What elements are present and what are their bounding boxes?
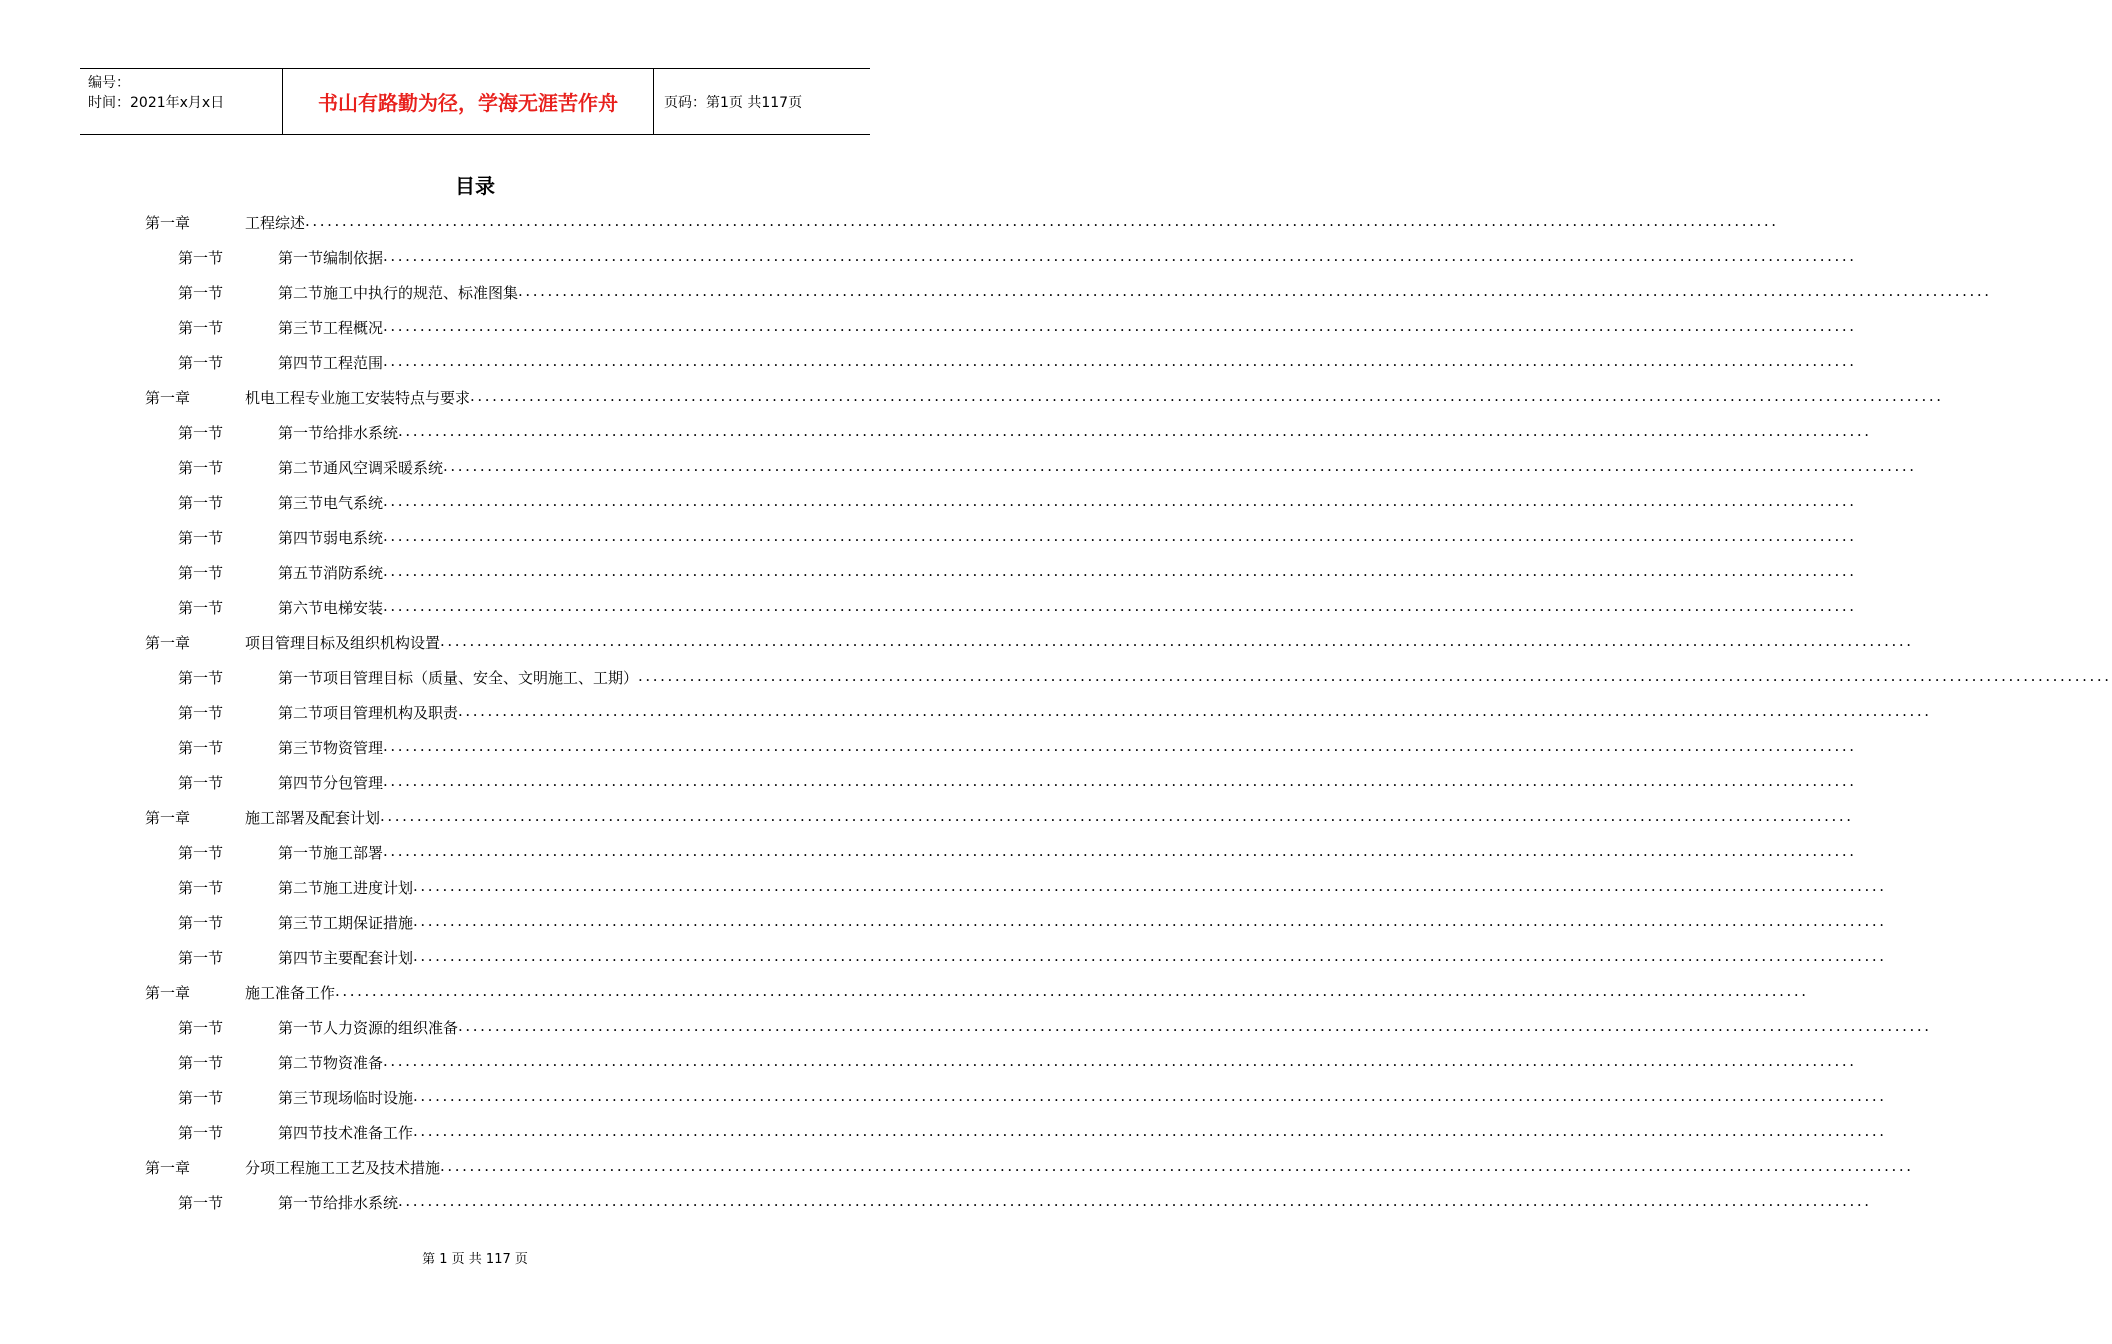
- toc-leader-dots: ........................................................................................................................................................................................................: [398, 422, 1872, 440]
- toc-entry-title: 第一节给排水系统: [278, 1194, 399, 1212]
- toc-entry-title-line: [278, 877, 1887, 898]
- toc-entry-label: 第一节: [178, 949, 224, 967]
- toc-entry-title-line: [278, 947, 1887, 968]
- toc-leader-dots: ........................................................................................................................................................................................................: [458, 1017, 1932, 1035]
- toc-entry-section[interactable]: [0, 589, 1857, 624]
- toc-entry-label: 第一节: [178, 459, 224, 477]
- toc-leader-dots: ........................................................................................................................................................................................................: [383, 597, 1857, 615]
- toc-entry-title-line: [278, 562, 1857, 583]
- toc-entry-section[interactable]: [0, 274, 1992, 309]
- toc-entry-section[interactable]: [0, 309, 1857, 344]
- toc-entry-title: 第六节电梯安装: [278, 599, 384, 617]
- toc-entry-title-line: [278, 457, 1917, 478]
- toc-entry-section[interactable]: [0, 344, 1857, 379]
- toc-leader-dots: ........................................................................................................................................................................................................: [398, 1192, 1872, 1210]
- toc-entry-label: 第一节: [178, 249, 224, 267]
- toc-entry-label: 第一节: [178, 669, 224, 687]
- toc-entry-title-line: [278, 667, 2112, 688]
- toc-entry-section[interactable]: [0, 939, 1887, 974]
- toc-leader-dots: ........................................................................................................................................................................................................: [413, 912, 1887, 930]
- toc-entry-section[interactable]: [0, 1114, 1887, 1149]
- toc-entry-title-line: [278, 1192, 1872, 1213]
- toc-entry-section[interactable]: [0, 1184, 1872, 1219]
- toc-entry-title: 工程综述: [245, 214, 306, 232]
- toc-entry-title-line: [278, 492, 1857, 513]
- toc-leader-dots: ........................................................................................................................................................................................................: [413, 1122, 1887, 1140]
- toc-leader-dots: ........................................................................................................................................................................................................: [380, 807, 1854, 825]
- toc-entry-title-line: [278, 1052, 1857, 1073]
- toc-entry-title-line: [278, 1017, 1932, 1038]
- toc-entry-title-line: [278, 422, 1872, 443]
- toc-entry-title: 分项工程施工工艺及技术措施: [245, 1159, 441, 1177]
- toc-entry-title-line: [245, 807, 1854, 828]
- toc-entry-label: 第一节: [178, 914, 224, 932]
- toc-entry-label: 第一章: [145, 1159, 191, 1177]
- toc-leader-dots: ........................................................................................................................................................................................................: [383, 247, 1857, 265]
- toc-entry-label: 第一节: [178, 774, 224, 792]
- toc-entry-label: 第一节: [178, 319, 224, 337]
- toc-entry-section[interactable]: [0, 729, 1857, 764]
- toc-entry-label: 第一节: [178, 529, 224, 547]
- toc-leader-dots: ........................................................................................................................................................................................................: [383, 1052, 1857, 1070]
- toc-entry-chapter[interactable]: [0, 974, 1809, 1009]
- toc-leader-dots: ........................................................................................................................................................................................................: [383, 772, 1857, 790]
- toc-leader-dots: ........................................................................................................................................................................................................: [458, 702, 1932, 720]
- toc-entry-title: 施工准备工作: [245, 984, 336, 1002]
- toc-entry-section[interactable]: [0, 869, 1887, 904]
- toc-entry-section[interactable]: [0, 764, 1857, 799]
- toc-entry-title: 第二节施工进度计划: [278, 879, 414, 897]
- toc-entry-label: 第一节: [178, 494, 224, 512]
- toc-entry-title-line: [278, 737, 1857, 758]
- toc-leader-dots: ........................................................................................................................................................................................................: [413, 947, 1887, 965]
- toc-entry-label: 第一章: [145, 389, 191, 407]
- toc-entry-title-line: [245, 387, 1944, 408]
- toc-entry-title: 机电工程专业施工安装特点与要求: [245, 389, 471, 407]
- toc-entry-title: 项目管理目标及组织机构设置: [245, 634, 441, 652]
- toc-entry-label: 第一节: [178, 564, 224, 582]
- toc-entry-title: 第四节技术准备工作: [278, 1124, 414, 1142]
- toc-entry-title-line: [278, 772, 1857, 793]
- toc-leader-dots: ........................................................................................................................................................................................................: [383, 562, 1857, 580]
- toc-entry-title-line: [278, 842, 1857, 863]
- toc-entry-label: 第一节: [178, 1019, 224, 1037]
- toc-entry-section[interactable]: [0, 519, 1857, 554]
- toc-entry-title-line: [278, 282, 1992, 303]
- toc-entry-title: 施工部署及配套计划: [245, 809, 381, 827]
- toc-entry-title: 第一节编制依据: [278, 249, 384, 267]
- toc-entry-title: 第二节施工中执行的规范、标准图集: [278, 284, 519, 302]
- toc-entry-title-line: [278, 317, 1857, 338]
- toc-entry-section[interactable]: [0, 484, 1857, 519]
- page-header: [80, 68, 870, 135]
- toc-leader-dots: ........................................................................................................................................................................................................: [383, 492, 1857, 510]
- toc-leader-dots: ........................................................................................................................................................................................................: [335, 982, 1809, 1000]
- toc-leader-dots: ........................................................................................................................................................................................................: [383, 352, 1857, 370]
- document-time: 时间：2021年x月x日: [88, 95, 225, 111]
- toc-leader-dots: ........................................................................................................................................................................................................: [440, 1157, 1914, 1175]
- toc-entry-label: 第一章: [145, 809, 191, 827]
- toc-entry-title: 第二节项目管理机构及职责: [278, 704, 459, 722]
- toc-entry-title: 第三节现场临时设施: [278, 1089, 414, 1107]
- toc-entry-title-line: [245, 982, 1809, 1003]
- toc-entry-label: 第一节: [178, 844, 224, 862]
- toc-entry-title-line: [278, 1087, 1887, 1108]
- toc-entry-section[interactable]: [0, 834, 1857, 869]
- toc-entry-title: 第二节物资准备: [278, 1054, 384, 1072]
- header-meta: [80, 69, 282, 134]
- toc-entry-title-line: [278, 597, 1857, 618]
- toc-leader-dots: ........................................................................................................................................................................................................: [413, 877, 1887, 895]
- toc-entry-label: 第一章: [145, 984, 191, 1002]
- toc-entry-title-line: [245, 1157, 1914, 1178]
- toc-entry-section[interactable]: [0, 1044, 1857, 1079]
- header-page-info: 页码：第1页 共117页: [664, 94, 803, 111]
- toc-entry-label: 第一节: [178, 599, 224, 617]
- toc-leader-dots: ........................................................................................................................................................................................................: [470, 387, 1944, 405]
- page-footer: 第 1 页 共 117 页: [422, 1252, 528, 1267]
- toc-leader-dots: ........................................................................................................................................................................................................: [518, 282, 1992, 300]
- toc-entry-title: 第一节人力资源的组织准备: [278, 1019, 459, 1037]
- toc-entry-section[interactable]: [0, 904, 1887, 939]
- toc-entry-title: 第一节施工部署: [278, 844, 384, 862]
- toc-entry-chapter[interactable]: [0, 204, 1779, 239]
- toc-entry-title-line: [278, 702, 1932, 723]
- toc-entry-title-line: [278, 527, 1857, 548]
- toc-entry-title: 第三节电气系统: [278, 494, 384, 512]
- toc-entry-title: 第四节主要配套计划: [278, 949, 414, 967]
- toc-entry-section[interactable]: [0, 449, 1917, 484]
- toc-entry-title: 第二节通风空调采暖系统: [278, 459, 444, 477]
- toc-entry-label: 第一章: [145, 214, 191, 232]
- toc-entry-section[interactable]: [0, 554, 1857, 589]
- toc-entry-chapter[interactable]: [0, 799, 1854, 834]
- toc-leader-dots: ........................................................................................................................................................................................................: [383, 842, 1857, 860]
- toc-leader-dots: ........................................................................................................................................................................................................: [638, 667, 2112, 685]
- toc-entry-title-line: [278, 912, 1887, 933]
- toc-entry-chapter[interactable]: [0, 1149, 1914, 1184]
- toc-entry-title: 第一节给排水系统: [278, 424, 399, 442]
- toc-entry-label: 第一节: [178, 739, 224, 757]
- toc-leader-dots: ........................................................................................................................................................................................................: [305, 212, 1779, 230]
- toc-entry-label: 第一节: [178, 354, 224, 372]
- toc-title: 目录: [455, 174, 495, 198]
- toc-entry-section[interactable]: [0, 659, 2112, 694]
- toc-entry-title-line: [278, 247, 1857, 268]
- toc-entry-label: 第一节: [178, 1124, 224, 1142]
- toc-entry-title-line: [278, 352, 1857, 373]
- toc-entry-title-line: [245, 212, 1779, 233]
- toc-leader-dots: ........................................................................................................................................................................................................: [443, 457, 1917, 475]
- toc-entry-title: 第四节分包管理: [278, 774, 384, 792]
- toc-entry-label: 第一章: [145, 634, 191, 652]
- toc-entry-section[interactable]: [0, 1009, 1932, 1044]
- toc-entry-chapter[interactable]: [0, 379, 1944, 414]
- toc-entry-label: 第一节: [178, 1054, 224, 1072]
- toc-entry-title-line: [278, 1122, 1887, 1143]
- toc-entry-title: 第四节工程范围: [278, 354, 384, 372]
- toc-entry-label: 第一节: [178, 879, 224, 897]
- toc-leader-dots: ........................................................................................................................................................................................................: [413, 1087, 1887, 1105]
- toc-entry-section[interactable]: [0, 694, 1932, 729]
- toc-leader-dots: ........................................................................................................................................................................................................: [383, 527, 1857, 545]
- toc-entry-title: 第三节工期保证措施: [278, 914, 414, 932]
- toc-entry-section[interactable]: [0, 414, 1872, 449]
- toc-entry-title: 第三节工程概况: [278, 319, 384, 337]
- toc-leader-dots: ........................................................................................................................................................................................................: [383, 737, 1857, 755]
- header-motto: 书山有路勤为径，学海无涯苦作舟: [282, 69, 654, 134]
- toc-entry-label: 第一节: [178, 1089, 224, 1107]
- toc-entry-title: 第四节弱电系统: [278, 529, 384, 547]
- toc-entry-label: 第一节: [178, 424, 224, 442]
- toc-entry-section[interactable]: [0, 239, 1857, 274]
- toc-leader-dots: ........................................................................................................................................................................................................: [383, 317, 1857, 335]
- toc-entry-section[interactable]: [0, 1079, 1887, 1114]
- toc-entry-label: 第一节: [178, 704, 224, 722]
- toc-entry-label: 第一节: [178, 1194, 224, 1212]
- toc-entry-title: 第五节消防系统: [278, 564, 384, 582]
- toc-leader-dots: ........................................................................................................................................................................................................: [440, 632, 1914, 650]
- toc-entry-label: 第一节: [178, 284, 224, 302]
- document-number: 编号：: [88, 75, 130, 91]
- toc-entry-title-line: [245, 632, 1914, 653]
- toc-entry-title: 第一节项目管理目标（质量、安全、文明施工、工期）: [278, 669, 639, 687]
- toc-entry-title: 第三节物资管理: [278, 739, 384, 757]
- toc-entry-chapter[interactable]: [0, 624, 1914, 659]
